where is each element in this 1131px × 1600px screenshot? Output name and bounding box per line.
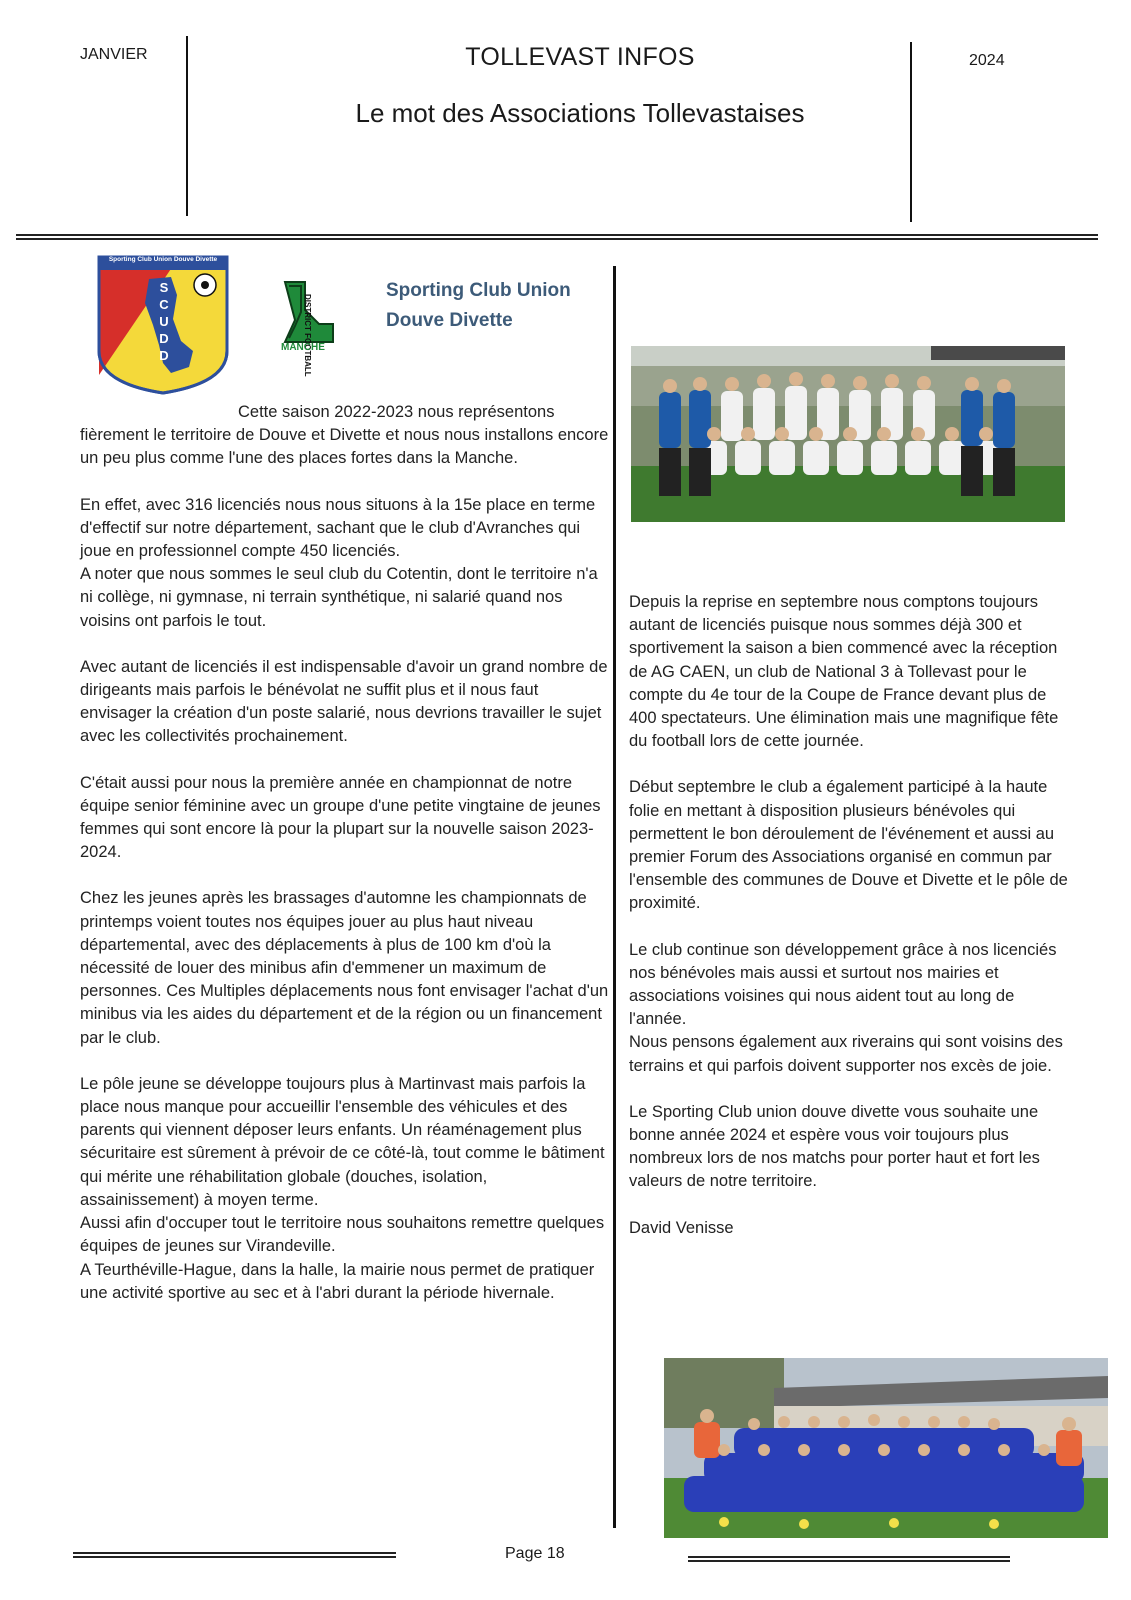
right-paragraph-4: Le Sporting Club union douve divette vous souhaite une bonne année 2024 et espère vous voir toujours plus nombreux lors de nos matchs pour porter haut et fort les valeurs de notre territoire. <box>629 1102 1040 1191</box>
right-paragraph-1: Depuis la reprise en septembre nous comptons toujours autant de licenciés puisque nous sommes déjà 300 et sportivement la saison a bien commencé avec la réception de AG CAEN, un club de National 3 à Tollevast pour le compte du 4e tour de la Coupe de France devant plus de 400 spectateurs. Une élimination mais une magnifique fête du football lors de cette journée. <box>629 593 1059 751</box>
club-name: Sporting Club Union Douve Divette <box>386 280 571 331</box>
left-column <box>80 401 610 1305</box>
footer-rule-right <box>688 1556 1010 1562</box>
signature: David Venisse <box>629 1218 734 1237</box>
right-paragraph-3b: Nous pensons également aux riverains qui sont voisins des terrains et qui parfois doivent supporter nos excès de joie. <box>629 1033 1063 1075</box>
left-paragraph-5: Chez les jeunes après les brassages d'automne les championnats de printemps voient toutes nos équipes jouer au plus haut niveau départemental, avec des déplacements à plus de 100 km d'où la nécessité de louer des minibus afin d'emmener un maximum de personnes. Ces Multiples déplacements nous font envisager l'achat d'un minibus via les aides du département et de la région ou un financement par le club. <box>80 889 609 1047</box>
footer-rule-left <box>73 1552 396 1558</box>
district-vertical-text <box>301 294 313 332</box>
header-year: 2024 <box>969 52 1005 69</box>
header-rule <box>16 234 1098 240</box>
left-paragraph-6c: A Teurthéville-Hague, dans la halle, la mairie nous permet de pratiquer une activité sportive au sec et à l'abri durant la période hivernale. <box>80 1260 595 1302</box>
left-paragraph-3: Avec autant de licenciés il est indispensable d'avoir un grand nombre de dirigeants mais parfois le bénévolat ne suffit plus et il nous faut envisager la création d'un poste salarié, nous devrions travailler le sujet avec les collectivités prochainement. <box>80 657 608 746</box>
youth-team-photo <box>664 1358 1108 1538</box>
senior-team-photo <box>631 346 1065 522</box>
header-divider-right <box>910 42 912 222</box>
left-paragraph-6a: Le pôle jeune se développe toujours plus à Martinvast mais parfois la place nous manque pour accueillir l'ensemble des véhicules et des parents qui viennent déposer leurs enfants. Un réaménagement plus sécuritaire est sûrement à prévoir de ce côté-là, tout comme le bâtiment qui mérite une réhabilitation globale (douches, isolation, assainissement) à moyen terme. <box>80 1074 605 1209</box>
right-column <box>629 591 1069 1263</box>
page-subtitle: Le mot des Associations Tollevastaises <box>355 98 805 128</box>
district-word: MANCHE <box>281 342 325 353</box>
page-number: Page 18 <box>505 1545 565 1562</box>
left-paragraph-2b: A noter que nous sommes le seul club du Cotentin, dont le territoire n'a ni collège, ni gymnase, ni terrain synthétique, ni salarié quand nos voisins ont parfois le tout. <box>80 565 598 630</box>
left-paragraph-1: Cette saison 2022-2023 nous représentons fièrement le territoire de Douve et Divette et nous nous installons encore un peu plus comme l'une des places fortes dans la Manche. <box>80 403 609 468</box>
page-title: TOLLEVAST INFOS <box>465 43 695 71</box>
header-divider-left <box>186 36 188 216</box>
club-badge-text: Sporting Club Union Douve Divette <box>108 256 218 263</box>
left-paragraph-2a: En effet, avec 316 licenciés nous nous situons à la 15e place en terme d'effectif sur notre département, sachant que le club d'Avranches qui joue en professionnel compte 450 licenciés. <box>80 495 596 561</box>
club-badge-initials: S C U D D <box>159 280 169 363</box>
left-paragraph-6b: Aussi afin d'occuper tout le territoire nous souhaitons remettre quelques équipes de jeunes sur Virandeville. <box>80 1214 605 1256</box>
header-month: JANVIER <box>80 46 148 63</box>
club-badge-logo <box>97 255 229 395</box>
right-paragraph-2: Début septembre le club a également participé à la haute folie en mettant à disposition plusieurs bénévoles qui permettent le bon déroulement de l'événement et aussi au premier Forum des Associations organisé en commun par l'ensemble des communes de Douve et Divette et le pôle de proximité. <box>629 778 1068 913</box>
right-paragraph-3a: Le club continue son développement grâce à nos licenciés nos bénévoles mais aussi et surtout nos mairies et associations voisines qui nous aident tout au long de l'année. <box>629 940 1057 1029</box>
column-divider <box>613 266 616 1528</box>
left-paragraph-4: C'était aussi pour nous la première année en championnat de notre équipe senior féminine avec un groupe d'une petite vingtaine de jeunes femmes qui sont encore là pour la plupart sur la nouvelle saison 2023-2024. <box>80 773 601 862</box>
district-manche-logo <box>283 280 353 356</box>
